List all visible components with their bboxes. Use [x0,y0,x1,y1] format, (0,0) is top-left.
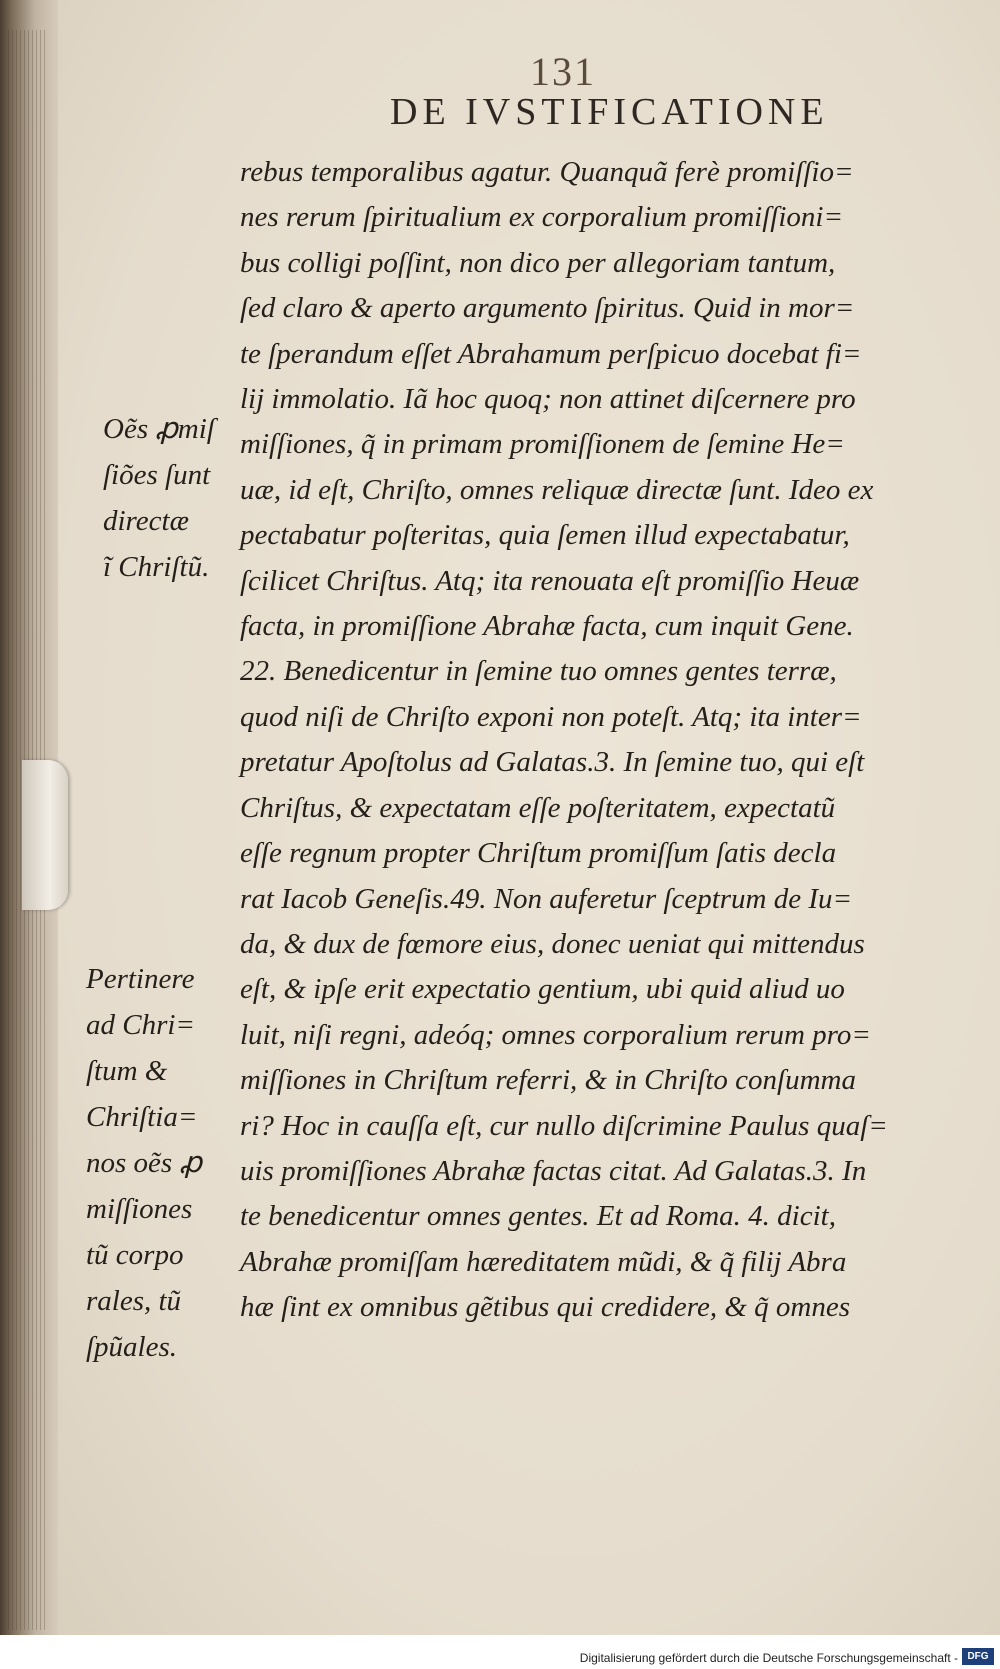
text-line: Abrahæ promiſſam hæreditatem mũdi, & q̃ filij Abra [240,1245,847,1278]
text-line: uis promiſſiones Abrahæ factas citat. Ad Galatas.3. In [240,1154,867,1187]
text-line: quod niſi de Chriſto exponi non poteſt. Atq; ita inter= [240,700,862,733]
margin-note-line: ſpũales. [86,1331,178,1363]
text-line: eſt, & ipſe erit expectatio gentium, ubi quid aliud uo [240,973,845,1006]
margin-note-promises [103,406,215,590]
text-line: rat Iacob Geneſis.49. Non auferetur ſceptrum de Iu= [240,882,853,915]
margin-note-line: directæ [103,505,189,537]
text-line: pectabatur poſteritas, quia ſemen illud expectabatur, [240,519,850,552]
text-line: ri? Hoc in cauſſa eſt, cur nullo diſcrimine Paulus quaſ= [240,1109,888,1142]
margin-note-line: Chriſtia= [86,1101,198,1133]
text-line: uæ, id eſt, Chriſto, omnes reliquæ directæ ſunt. Ideo ex [240,473,874,506]
text-line: Chriſtus, & expectatam eſſe poſteritatem, expectatũ [240,791,836,824]
digitization-credit: Digitalisierung gefördert durch die Deutsche Forschungsgemeinschaft - [579,1651,958,1665]
text-line: ſed claro & aperto argumento ſpiritus. Quid in mor= [240,292,855,325]
clasp-clip [22,760,68,910]
text-line: nes rerum ſpiritualium ex corporalium promiſſioni= [240,201,844,234]
margin-note-line: ſiões ſunt [103,459,211,491]
text-line: facta, in promiſſione Abrahæ facta, cum inquit Gene. [240,610,854,643]
margin-note-line: nos oẽs ꝓ [86,1147,202,1179]
text-line: pretatur Apoſtolus ad Galatas.3. In ſemine tuo, qui eſt [240,746,865,779]
text-line: ſcilicet Chriſtus. Atq; ita renouata eſt promiſſio Heuæ [240,564,860,597]
margin-note-line: miſſiones [86,1193,193,1225]
margin-note-line: ſtum & [86,1055,168,1087]
page-number: 131 [530,49,596,94]
text-line: hæ ſint ex omnibus gẽtibus qui credidere, & q̃ omnes [240,1291,850,1324]
margin-note-line: ad Chri= [86,1009,196,1041]
text-line: eſſe regnum propter Chriſtum promiſſum ſatis decla [240,837,837,870]
text-line: da, & dux de fœmore eius, donec ueniat qui mittendus [240,927,865,960]
text-line: rebus temporalibus agatur. Quanquã ferè promiſſio= [240,156,854,188]
text-line: miſſiones, q̃ in primam promiſſionem de ſemine He= [240,428,845,461]
text-line: lij immolatio. Iã hoc quoq; non attinet diſcernere pro [240,383,856,416]
margin-note-line: tũ corpo [86,1239,184,1271]
main-text-block [240,150,960,1331]
margin-note-line: Oẽs ꝓmiſ [103,413,215,445]
margin-note-line: rales, tũ [86,1285,182,1317]
text-line: luit, niſi regni, adeóq; omnes corporalium rerum pro= [240,1018,871,1051]
dfg-logo: DFG [962,1648,994,1665]
running-head: DE IVSTIFICATIONE [390,91,829,133]
text-line: te benedicentur omnes gentes. Et ad Roma. 4. dicit, [240,1200,836,1233]
margin-note-line: Pertinere [86,963,195,995]
text-line: bus colligi poſſint, non dico per allegoriam tantum, [240,246,836,279]
text-line: 22. Benedicentur in ſemine tuo omnes gentes terræ, [240,655,837,688]
text-line: te ſperandum eſſet Abrahamum perſpicuo docebat fi= [240,337,862,370]
margin-note-pertinere [86,956,202,1370]
margin-note-line: ĩ Chriſtũ. [103,551,210,583]
text-line: miſſiones in Chriſtum referri, & in Chriſto conſumma [240,1064,856,1097]
